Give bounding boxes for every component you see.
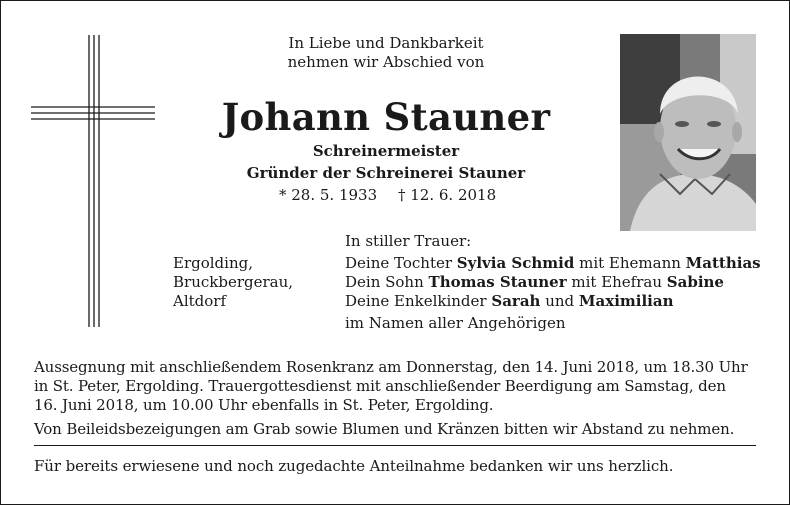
funeral-line2: in St. Peter, Ergolding. Trauergottesdienst mit anschließender Beerdigung am Samstag, den: [34, 377, 726, 395]
mourner-line-all: im Namen aller Angehörigen: [345, 314, 566, 332]
mourner-relation: mit Ehefrau: [566, 273, 667, 291]
mourner-relation: Deine Tochter: [345, 254, 457, 272]
mourner-name: Maximilian: [578, 292, 674, 310]
thanks-line: Für bereits erwiesene und noch zugedachte Anteilnahme bedanken wir uns herzlich.: [34, 457, 674, 475]
divider: [34, 445, 756, 446]
place-altdorf: Altdorf: [173, 292, 227, 310]
mourner-name: Matthias: [685, 254, 761, 272]
cross-icon: [31, 35, 157, 329]
header-line2: nehmen wir Abschied von: [287, 53, 485, 71]
deceased-name: Johann Stauner: [221, 95, 551, 139]
mourner-relation: Dein Sohn: [345, 273, 429, 291]
mourner-name: Sabine: [666, 273, 724, 291]
mourner-name: Thomas Stauner: [428, 273, 567, 291]
mourner-relation: mit Ehemann: [574, 254, 686, 272]
mourner-relation: Deine Enkelkinder: [345, 292, 492, 310]
death-date: † 12. 6. 2018: [398, 186, 497, 204]
condolence-request: Von Beileidsbezeigungen am Grab sowie Blumen und Kränzen bitten wir Abstand zu nehmen.: [34, 420, 735, 438]
funeral-line3: 16. Juni 2018, um 10.00 Uhr ebenfalls in St. Peter, Ergolding.: [34, 396, 494, 414]
mourner-name: Sylvia Schmid: [456, 254, 575, 272]
mourners-intro: In stiller Trauer:: [345, 232, 472, 250]
funeral-line1: Aussegnung mit anschließendem Rosenkranz am Donnerstag, den 14. Juni 2018, um 18.30 Uhr: [34, 358, 748, 376]
founder-line: Gründer der Schreinerei Stauner: [246, 164, 526, 182]
place-ergolding: Ergolding,: [173, 254, 253, 272]
mourner-line-son: [345, 273, 724, 292]
mourner-line-grandchildren: [345, 292, 673, 311]
mourner-relation: und: [540, 292, 579, 310]
place-bruckbergerau: Bruckbergerau,: [173, 273, 294, 291]
birth-date: * 28. 5. 1933: [279, 186, 378, 204]
profession: Schreinermeister: [312, 142, 460, 160]
portrait-photo: [620, 34, 756, 231]
header-line1: In Liebe und Dankbarkeit: [288, 34, 484, 52]
mourner-line-daughter: [345, 254, 761, 273]
mourner-name: Sarah: [491, 292, 541, 310]
